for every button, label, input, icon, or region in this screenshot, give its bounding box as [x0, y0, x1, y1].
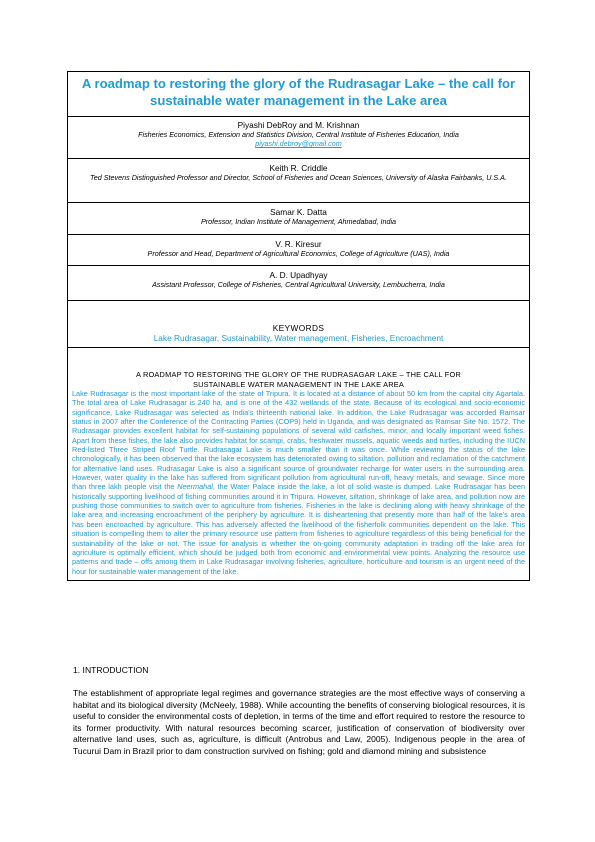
- author-block-3: [68, 203, 529, 235]
- author-block-4: [68, 235, 529, 266]
- author-affiliation: Professor, Indian Institute of Management, Ahmedabad, India: [200, 217, 397, 226]
- keywords-heading: KEYWORDS: [272, 323, 325, 333]
- abstract-text-part-1: Lake Rudrasagar is the most important lake of the state of Tripura. It is located at a distance of about 50 km from the capital city Agartala. The total area of Lake Rudrasagar is 240 ha, and is one of the 432 wetlands of the state. Because of its ecological and socio-economic significance, Lake Rudrasagar was selected as India's thirteenth national lake. In addition, the Lake Rudrasagar was accorded Ramsar status in 2007 after the Conference of the Contracting Parties (COP9) held in Uganda, and was designated as Ramsar Site No. 1572. The Rudrasagar provides excellent habitat for self-sustaining populations of several wild catfishes, minor, and locally important weed fishes. Apart from these fishes, the lake also provides habitat for scampi, crabs, freshwater mussels, aquatic weeds and turtles, including the IUCN Red-listed Three Striped Roof Turtle. Rudrasagar Lake is much smaller than it was once. While reviewing the status of the lake chronologically, it has been observed that the lake ecosystem has deteriorated owing to siltation, pollution and reclamation of the catchment for alternative land uses. Rudrasagar Lake is also a significant source of groundwater recharge for water users in the surrounding area. However, water quality in the lake has suffered from significant pollution from agricultural run-off, heavy metals, and sewage. Since more than three lakh people visit the: [72, 389, 525, 492]
- author-block-2: [68, 159, 529, 203]
- author-affiliation: Ted Stevens Distinguished Professor and Director, School of Fisheries and Ocean Sciences, University of Alaska Fairbanks, U.S.A.: [90, 173, 507, 182]
- author-name: A. D. Upadhyay: [269, 270, 328, 280]
- paper-title: A roadmap to restoring the glory of the Rudrasagar Lake – the call for sustainable water management in the Lake area: [68, 72, 529, 117]
- author-email-link[interactable]: piyashi.debroy@gmail.com: [255, 139, 342, 148]
- keywords-list: Lake Rudrasagar, Sustainability, Water management, Fisheries, Encroachment: [153, 333, 444, 343]
- abstract-heading-line-1: A ROADMAP TO RESTORING THE GLORY OF THE RUDRASAGAR LAKE – THE CALL FOR: [135, 370, 462, 379]
- author-affiliation: Professor and Head, Department of Agricultural Economics, College of Agriculture (UAS), India: [147, 249, 450, 258]
- author-block-1: [68, 117, 529, 159]
- author-affiliation: Fisheries Economics, Extension and Statistics Division, Central Institute of Fisheries Education, India: [138, 130, 459, 139]
- abstract-block: [68, 348, 529, 580]
- introduction-body: The establishment of appropriate legal regimes and governance strategies are the most effective ways of conserving a habitat and its biological diversity (McNeely, 1988). While accounting the benefits of conserving biological resources, it is useful to consider the environmental costs of depletion, in terms of the time and effort required to restore the resource to its former productivity. With natural resources becoming scarcer, justification of conservation of biodiversity over alternative land uses, such as, agriculture, is difficult (Antrobus and Law, 2005). Indigenous people in the area of Tucurui Dam in Brazil prior to dam construction survived on fishing; gold and diamond mining and subsistence: [73, 688, 525, 756]
- title-block: [67, 71, 530, 581]
- abstract-heading-line-2: SUSTAINABLE WATER MANAGEMENT IN THE LAKE AREA: [192, 379, 405, 389]
- abstract-text-italic: Neermahal: [177, 482, 213, 492]
- abstract-body: [72, 389, 525, 576]
- author-name: Piyashi DebRoy and M. Krishnan: [237, 120, 360, 130]
- author-block-5: [68, 266, 529, 301]
- keywords-block: [68, 301, 529, 348]
- introduction-heading: 1. INTRODUCTION: [73, 665, 149, 675]
- abstract-text-part-2: , the Water Palace inside the lake, a lot of solid waste is dumped. Lake Rudrasagar has been historically supporting livelihood of fishing communities around it in Tripura. However, siltation, shrinkage of lake area, and pollution now are pushing those communities to switch over to agriculture from fisheries. Fisheries in the lake is declining along with heavy shrinkage of the lake area and increasing encroachment of the periphery by agriculture. It is disheartening that presently more than half of the lake's area has been encroached by agriculture. This has adversely affected the livelihood of the fisherfolk communities dependent on the lake. This situation is compelling them to alter the primary resource use pattern from fisheries to agriculture regardless of this being beneficial for the sustainability of the lake or not. The issue for analysis is whether the on-going community adaptation in trading off the lake area for agriculture is optimally efficient, which should be judged both from economic and environmental view points. Analyzing the resource use patterns and trade – offs among them in Lake Rudrasagar involving fisheries, agriculture, horticulture and tourism is an urgent need of the hour for sustainable water management of the lake.: [72, 482, 525, 576]
- author-name: V. R. Kiresur: [275, 239, 322, 249]
- author-name: Keith R. Criddle: [269, 163, 328, 173]
- author-name: Samar K. Datta: [270, 207, 327, 217]
- author-affiliation: Assistant Professor, College of Fisheries, Central Agricultural University, Lembucherra, India: [152, 280, 445, 289]
